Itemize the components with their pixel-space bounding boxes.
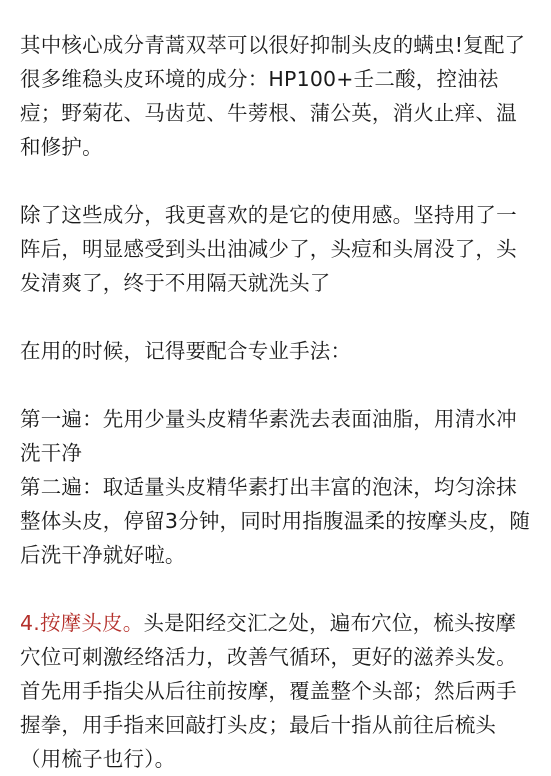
paragraph-ingredients: 其中核心成分青蒿双萃可以很好抑制头皮的螨虫!复配了很多维稳头皮环境的成分：HP100+壬二酸，控油祛痘；野菊花、马齿苋、牛蒡根、蒲公英，消火止痒、温和修护。 <box>20 33 526 159</box>
massage-heading: 4.按摩头皮。 <box>20 611 144 635</box>
paragraph-experience: 除了这些成分，我更喜欢的是它的使用感。坚持用了一阵后，明显感受到头出油减少了，头痘和头屑没了，头发清爽了，终于不用隔天就洗头了 <box>20 203 517 295</box>
paragraph-spacer <box>20 300 533 334</box>
paragraph-second-wash: 第二遍：取适量头皮精华素打出丰富的泡沫，均匀涂抹整体头皮，停留3分钟，同时用指腹温柔的按摩头皮，随后洗干净就好啦。 <box>20 475 531 567</box>
paragraph-technique-intro: 在用的时候，记得要配合专业手法： <box>20 339 352 363</box>
paragraph-first-wash: 第一遍：先用少量头皮精华素洗去表面油脂，用清水冲洗干净 <box>20 407 517 465</box>
paragraph-spacer <box>20 164 533 198</box>
paragraph-spacer <box>20 572 533 606</box>
paragraph-massage <box>20 606 533 776</box>
massage-body: 头是阳经交汇之处，遍布穴位，梳头按摩穴位可刺激经络活力，改善气循环，更好的滋养头发。首先用手指尖从后往前按摩，覆盖整个头部；然后两手握拳，用手指来回敲打头皮；最后十指从前往后梳头（用梳子也行）。 <box>20 611 517 771</box>
paragraph-spacer <box>20 368 533 402</box>
